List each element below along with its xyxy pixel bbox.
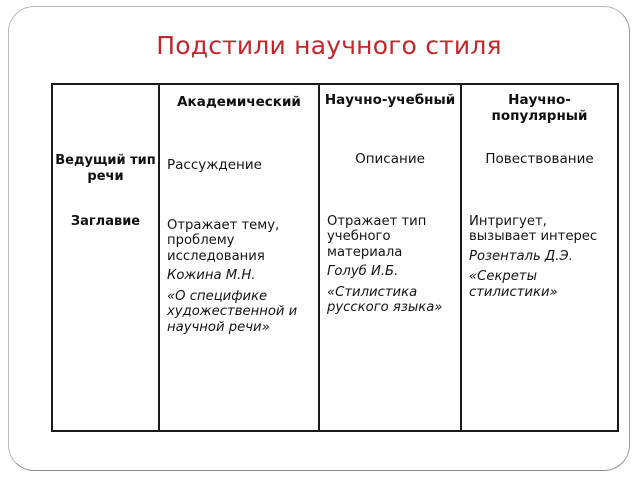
row-label-lead-speech-type: Ведущий тип речи — [55, 153, 156, 184]
cell-popular-lead-speech-type: Повествование — [485, 151, 594, 167]
cell-educational-title — [320, 214, 460, 316]
subtypes-table-container — [51, 83, 617, 432]
slide-frame — [8, 6, 630, 471]
academic-title-author: Кожина М.Н. — [167, 268, 256, 284]
column-header-popular: Научно-популярный — [491, 92, 588, 124]
table-cell-popular — [461, 84, 618, 431]
column-header-educational: Научно-учебный — [324, 92, 456, 108]
cell-academic-title — [160, 218, 318, 335]
page-title: Подстили научного стиля — [156, 31, 502, 60]
popular-title-work: «Секреты стилистики» — [469, 269, 558, 300]
academic-title-work: «О специфике художественной и научной речи» — [167, 288, 298, 335]
table-cell-educational — [319, 84, 461, 431]
popular-title-author: Розенталь Д.Э. — [469, 248, 573, 264]
cell-academic-lead-speech-type: Рассуждение — [167, 157, 262, 173]
column-header-academic: Академический — [177, 94, 301, 110]
table-cell-academic — [159, 84, 319, 431]
table-row — [52, 84, 618, 431]
popular-title-description: Интригует, вызывает интерес — [469, 214, 598, 245]
cell-educational-lead-speech-type: Описание — [355, 151, 425, 167]
table-cell-labels — [52, 84, 159, 431]
educational-title-work: «Стилистика русского языка» — [327, 284, 443, 316]
academic-title-description: Отражает тему, проблему исследования — [167, 218, 280, 264]
row-label-title: Заглавие — [70, 214, 141, 229]
scientific-substyles-table — [51, 83, 619, 432]
educational-title-author: Голуб И.Б. — [327, 264, 399, 280]
educational-title-description: Отражает тип учебного материала — [327, 214, 427, 260]
cell-popular-title — [462, 214, 617, 300]
